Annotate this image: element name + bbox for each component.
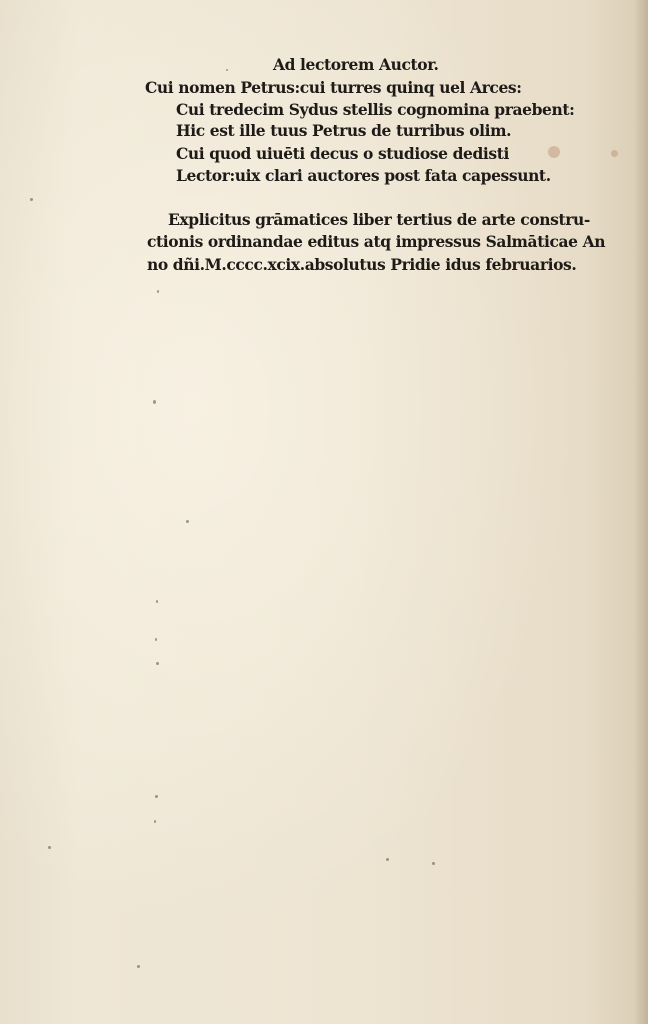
verse-line-1: Cui nomen Petrus:cui turres quinq uel Arces: [145, 78, 522, 97]
explicit-line-1: Explicitus grāmatices liber tertius de arte constru- [168, 210, 590, 229]
verse-line-2: Cui tredecim Sydus stellis cognomina praebent: [176, 100, 575, 119]
ink-speck [156, 662, 159, 665]
page-gutter-shadow [634, 0, 648, 1024]
paper-stain [611, 150, 618, 157]
ink-speck [154, 820, 156, 823]
ink-speck [48, 846, 51, 849]
ink-speck [30, 198, 33, 201]
explicit-line-3: no dñi.M.cccc.xcix.absolutus Pridie idus februarios. [147, 255, 577, 274]
ink-speck [226, 69, 228, 71]
ink-speck [386, 858, 389, 861]
ink-speck [137, 965, 140, 968]
verse-line-5: Lector:uix clari auctores post fata capessunt. [176, 166, 551, 185]
verse-line-4: Cui quod uiuēti decus o studiose dedisti [176, 144, 509, 163]
ink-speck [153, 400, 156, 404]
explicit-line-2: ctionis ordinandae editus atq impressus Salmāticae An [147, 232, 606, 251]
colophon-heading: Ad lectorem Auctor. [273, 55, 439, 74]
ink-speck [186, 520, 189, 523]
ink-speck [432, 862, 435, 865]
ink-speck [156, 600, 158, 603]
paper-stain [548, 146, 560, 158]
ink-speck [157, 290, 159, 293]
ink-speck [155, 638, 157, 641]
ink-speck [155, 795, 158, 798]
verse-line-3: Hic est ille tuus Petrus de turribus olim. [176, 121, 512, 140]
